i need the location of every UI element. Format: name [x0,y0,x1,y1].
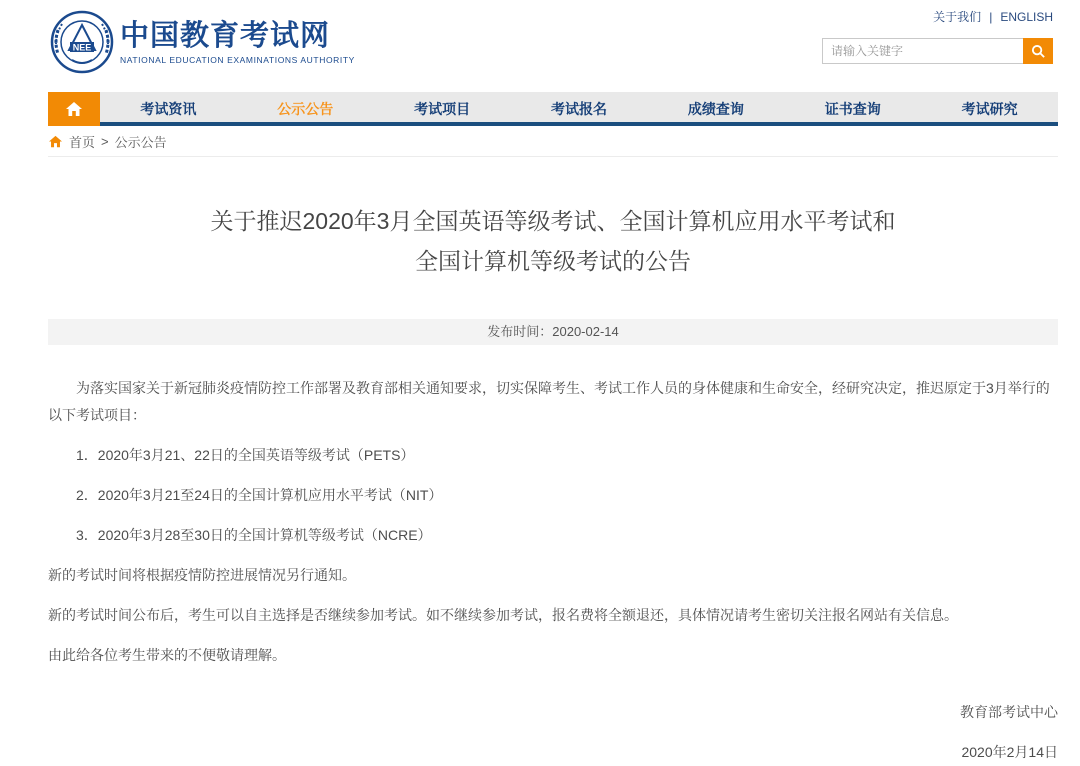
site-name: 中国教育考试网 [120,20,331,52]
list-item-pets: 1．2020年3月21、22日的全国英语等级考试（PETS） [76,447,415,463]
site-logo[interactable] [50,10,355,74]
nav-item-certificate-inquiry[interactable]: 证书查询 [824,101,881,117]
article-paragraph-3: 由此给各位考生带来的不便敬请理解。 [48,647,286,663]
publish-date-bar [48,319,1058,345]
nav-item-score-inquiry[interactable]: 成绩查询 [687,101,744,117]
site-name-english: NATIONAL EDUCATION EXAMINATIONS AUTHORITY [120,55,355,65]
breadcrumb [48,126,1058,157]
article-signature [48,699,1058,766]
article-title-line1: 关于推迟2020年3月全国英语等级考试、全国计算机应用水平考试和 [210,208,896,234]
english-link[interactable]: ENGLISH [1000,10,1053,24]
nav-item-exam-registration[interactable]: 考试报名 [551,101,607,117]
search-button[interactable] [1023,38,1053,64]
nav-item-exam-programs[interactable]: 考试项目 [414,101,471,117]
about-us-link[interactable]: 关于我们 [933,10,982,24]
postponed-exam-list [48,442,1058,549]
svg-text:NEE: NEE [72,42,92,53]
site-header [48,0,1058,92]
breadcrumb-separator: > [101,133,109,149]
search-input[interactable] [822,38,1023,64]
list-item-nit: 2．2020年3月21至24日的全国计算机应用水平考试（NIT） [76,487,443,503]
main-nav [48,92,1058,126]
publish-date-value: 2020-02-14 [552,324,619,339]
article-title [48,201,1058,281]
home-icon [65,101,83,117]
publish-date-label: 发布时间： [487,324,553,339]
article-title-line2: 全国计算机等级考试的公告 [415,248,691,274]
search-icon [1031,44,1046,59]
article-paragraph-1: 新的考试时间将根据疫情防控进展情况另行通知。 [48,567,356,583]
article-paragraph-2: 新的考试时间公布后，考生可以自主选择是否继续参加考试。如不继续参加考试，报名费将全额退还，具体情况请考生密切关注报名网站有关信息。 [48,607,958,623]
nav-item-exam-news[interactable]: 考试资讯 [140,101,197,117]
neea-emblem-icon [50,10,114,74]
header-utility-links [933,8,1053,25]
article-body [48,375,1058,766]
nav-home-button[interactable] [48,92,100,126]
nav-item-exam-research[interactable]: 考试研究 [961,101,1018,117]
article-intro: 为落实国家关于新冠肺炎疫情防控工作部署及教育部相关通知要求，切实保障考生、考试工作人员的身体健康和生命安全，经研究决定，推迟原定于3月举行的以下考试项目： [48,380,1050,423]
link-separator: | [989,10,993,24]
breadcrumb-current[interactable]: 公示公告 [114,134,167,150]
breadcrumb-home-icon [48,135,63,148]
list-item-ncre: 3．2020年3月28至30日的全国计算机等级考试（NCRE） [76,527,432,543]
nav-item-announcements[interactable]: 公示公告 [277,101,334,117]
signature-date: 2020年2月14日 [961,744,1058,760]
site-title-block [120,19,355,65]
signature-org: 教育部考试中心 [960,704,1058,720]
search-box [822,38,1053,64]
breadcrumb-home-link[interactable]: 首页 [69,134,96,150]
